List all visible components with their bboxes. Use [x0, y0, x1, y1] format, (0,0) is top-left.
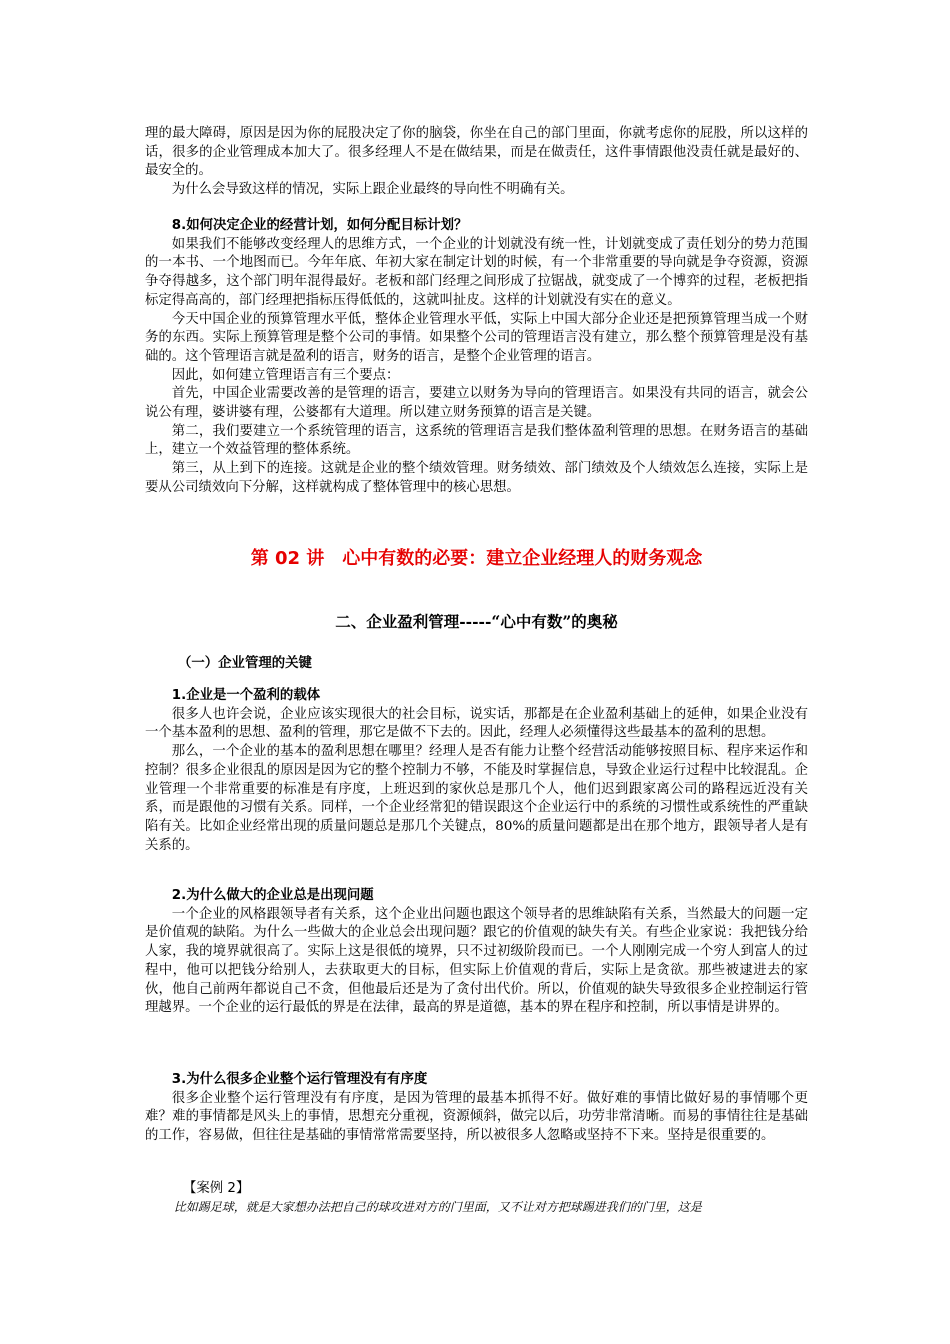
chapter-title: 第 02 讲 心中有数的必要：建立企业经理人的财务观念 [250, 548, 703, 569]
paragraph: 为什么会导致这样的情况，实际上跟企业最终的导向性不明确有关。 [171, 182, 574, 198]
paragraph: 如果我们不能够改变经理人的思维方式，一个企业的计划就没有统一性，计划就变成了责任划分的势力范围的一本书、一个地图而已。今年年底、年初大家在制定计划的时候，有一个非常重要的导向就是争夺资源，资源争夺得越多，这个部门明年混得最好。老板和部门经理之间形成了拉锯战，就变成了一个博弈的过程，老板把指标定得高高的，部门经理把指标压得低低的，这就叫扯皮。这样的计划就没有实在的意义。 [145, 236, 808, 308]
case-text: 比如踢足球，就是大家想办法把自己的球攻进对方的门里面，又不让对方把球踢进我们的门里，这是 [173, 1200, 702, 1214]
item-heading: 1.企业是一个盈利的载体 [171, 688, 321, 703]
paragraph: 首先，中国企业需要改善的是管理的语言，要建立以财务为导向的管理语言。如果没有共同的语言，就会公说公有理，婆讲婆有理，公婆都有大道理。所以建立财务预算的语言是关键。 [145, 386, 808, 421]
item-heading: 2.为什么做大的企业总是出现问题 [171, 888, 374, 903]
section-title: 二、企业盈利管理-----“心中有数”的奥秘 [335, 612, 618, 631]
paragraph: 今天中国企业的预算管理水平低，整体企业管理水平低，实际上中国大部分企业还是把预算管理当成一个财务的东西。实际上预算管理是整个公司的事情。如果整个公司的管理语言没有建立，那么整个预算管理是没有基础的。这个管理语言就是盈利的语言，财务的语言，是整个企业管理的语言。 [145, 311, 808, 364]
item-2 [145, 887, 808, 1018]
paragraph: 第三，从上到下的连接。这就是企业的整个绩效管理。财务绩效、部门绩效及个人绩效怎么连接，实际上是要从公司绩效向下分解，这样就构成了整体管理中的核心思想。 [145, 461, 808, 495]
paragraph: 理的最大障碍，原因是因为你的屁股决定了你的脑袋，你坐在自己的部门里面，你就考虑你的屁股，所以这样的话，很多的企业管理成本加大了。很多经理人不是在做结果，而是在做责任，这件事情跟他没责任就是最好的、最安全的。 [145, 126, 808, 179]
paragraph: 一个企业的风格跟领导者有关系，这个企业出问题也跟这个领导者的思维缺陷有关系，当然最大的问题一定是价值观的缺陷。为什么一些做大的企业总会出现问题？跟它的价值观的缺失有关。有些企业家说：我把钱分给人家，我的境界就很高了。实际上这是很低的境界，只不过初级阶段而已。一个人刚刚完成一个穷人到富人的过程中，他可以把钱分给别人，去获取更大的目标，但实际上价值观的背后，实际上是贪欲。那些被逮进去的家伙，他自己前两年都说自己不贪，但他最后还是为了贪付出代价。所以，价值观的缺失导致很多企业控制运行管理越界。一个企业的运行最低的界是在法律，最高的界是道德，基本的界在程序和控制，所以事情是讲界的。 [145, 906, 808, 1016]
intro-section [145, 125, 808, 200]
subsection-title: （一）企业管理的关键 [178, 656, 312, 671]
item-heading: 3.为什么很多企业整个运行管理没有有序度 [171, 1072, 428, 1087]
case-label: 【案例 2】 [183, 1181, 250, 1196]
paragraph: 很多企业整个运行管理没有有序度，是因为管理的最基本抓得不好。做好难的事情比做好易的事情哪个更难？难的事情都是风头上的事情，思想充分重视，资源倾斜，做完以后，功劳非常清晰。而易的事情往往是基础的工作，容易做，但往往是基础的事情常常需要坚持，所以被很多人忽略或坚持不下来。坚持是很重要的。 [145, 1090, 808, 1144]
item-1 [145, 687, 808, 855]
paragraph: 第二，我们要建立一个系统管理的语言，这系统的管理语言是我们整体盈利管理的思想。在财务语言的基础上，建立一个效益管理的整体系统。 [145, 423, 808, 458]
paragraph: 因此，如何建立管理语言有三个要点： [171, 367, 400, 383]
question-heading: 8.如何决定企业的经营计划，如何分配目标计划？ [171, 218, 468, 233]
section-q8 [145, 217, 808, 498]
paragraph: 那么，一个企业的基本的盈利思想在哪里？经理人是否有能力让整个经营活动能够按照目标、程序来运作和控制？很多企业很乱的原因是因为它的整个控制力不够，不能及时掌握信息，导致企业运行过程中比较混乱。企业管理一个非常重要的标准是有序度，上班迟到的家伙总是那几个人，他们迟到跟家离公司的路程远近没有关系，而是跟他的习惯有关系。同样，一个企业经常犯的错误跟这个企业运行中的系统的习惯性或系统性的严重缺陷有关。比如企业经常出现的质量问题总是那几个关键点，80%的质量问题都是出在那个地方，跟领导者人是有关系的。 [145, 744, 808, 853]
item-3 [145, 1071, 808, 1146]
paragraph: 很多人也许会说，企业应该实现很大的社会目标，说实话，那都是在企业盈利基础上的延伸，如果企业没有一个基本盈利的思想、盈利的管理，那它是做不下去的。因此，经理人必须懂得这些最基本的盈利的思想。 [145, 706, 808, 741]
